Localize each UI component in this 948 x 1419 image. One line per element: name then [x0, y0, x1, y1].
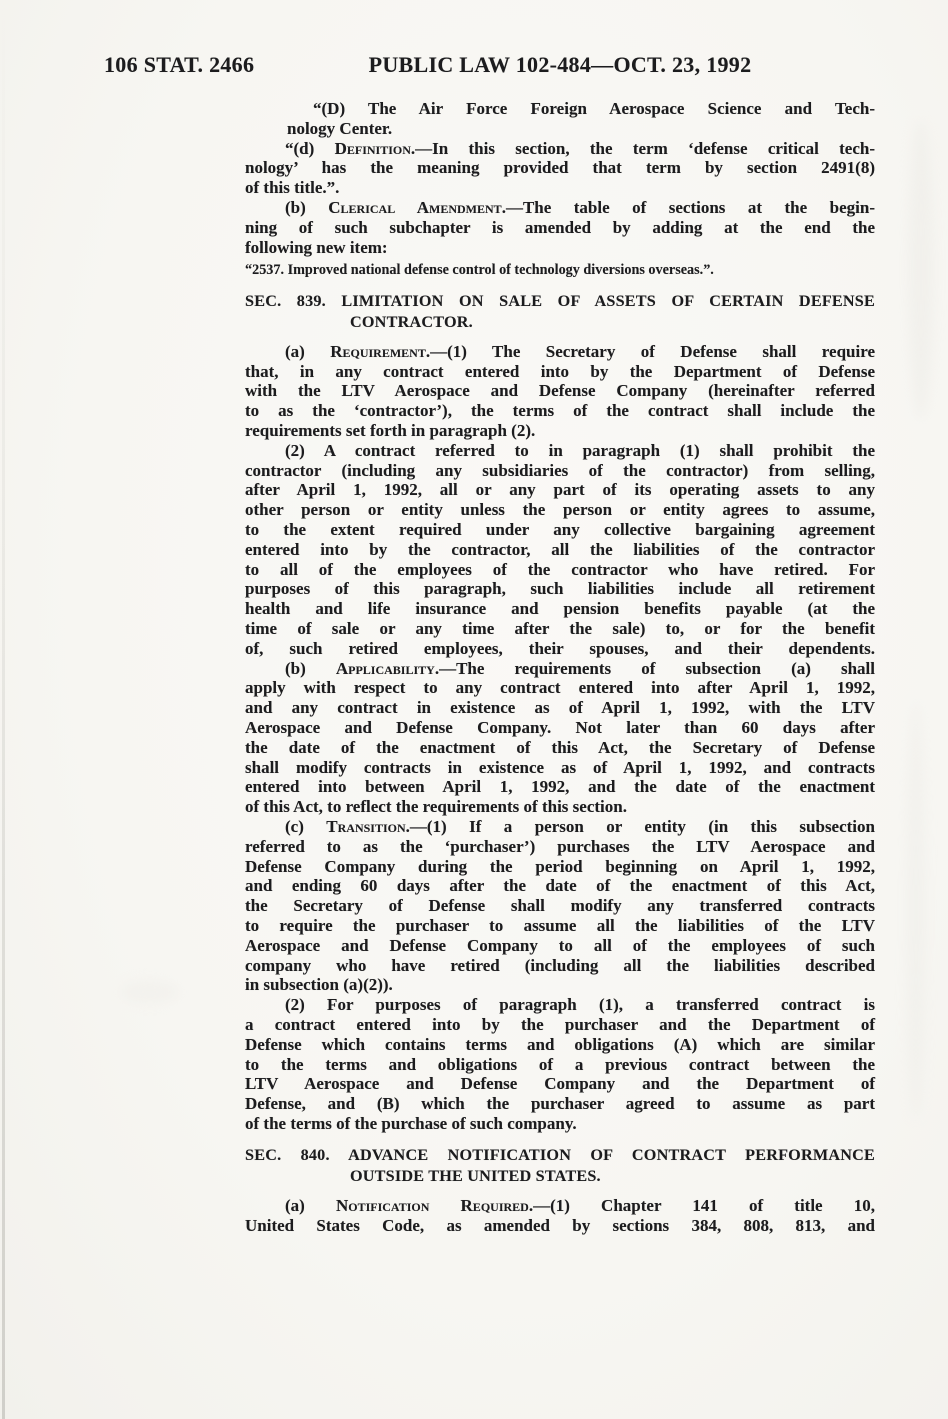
- text-segment: in subsection (a)(2)).: [245, 975, 393, 995]
- text-line: [245, 1035, 875, 1055]
- text-line: [245, 797, 875, 817]
- text-line: [245, 936, 875, 956]
- text-segment: (2) A contract referred to in paragraph (1) shall prohibit the: [285, 440, 875, 460]
- text-segment: nology Center.: [287, 118, 393, 138]
- document-body: [245, 99, 875, 1235]
- text-line: [245, 1055, 875, 1075]
- text-segment: entered into between April 1, 1992, and the date of the enactment: [245, 777, 875, 797]
- text-segment: purposes of this paragraph, such liabilities include all retirement: [245, 579, 875, 599]
- text-segment: SEC. 839. LIMITATION ON SALE OF ASSETS OF CERTAIN DEFENSE: [245, 291, 875, 310]
- text-line: [245, 1166, 875, 1187]
- paragraph: [245, 1196, 875, 1236]
- text-line: [245, 381, 875, 401]
- text-line: [245, 480, 875, 500]
- text-line: [245, 1145, 875, 1166]
- table-of-sections-item: [245, 262, 875, 280]
- text-line: [245, 916, 875, 936]
- text-segment: apply with respect to any contract entered into after April 1, 1992,: [245, 678, 875, 698]
- scan-edge-line: [2, 0, 5, 1419]
- text-line: [245, 262, 875, 280]
- text-segment: health and life insurance and pension benefits payable (at the: [245, 599, 875, 619]
- text-segment: (b): [285, 658, 336, 678]
- text-segment: CONTRACTOR.: [350, 312, 473, 331]
- text-line: [245, 401, 875, 421]
- stat-citation: 106 STAT. 2466: [104, 52, 255, 77]
- text-segment: contractor (including any subsidiaries of the contractor) from selling,: [245, 460, 875, 480]
- text-segment: Definition: [334, 138, 411, 158]
- text-line: [245, 876, 875, 896]
- text-segment: to all of the employees of the contractor who have retired. For: [245, 559, 875, 579]
- text-segment: of, such retired employees, their spouses, and their dependents.: [245, 638, 875, 658]
- text-segment: referred to as the ‘purchaser’) purchases the LTV Aerospace and: [245, 836, 875, 856]
- text-line: [245, 975, 875, 995]
- text-segment: .—(1) The Secretary of Defense shall require: [425, 341, 875, 361]
- text-line: [245, 238, 875, 258]
- paragraph: [245, 441, 875, 659]
- section-heading: [245, 291, 875, 333]
- text-segment: that, in any contract entered into by the Department of Defense: [245, 361, 875, 381]
- text-line: [245, 758, 875, 778]
- text-segment: time of sale or any time after the sale) to, or for the benefit: [245, 619, 875, 639]
- text-line: [245, 639, 875, 659]
- text-line: [245, 738, 875, 758]
- text-line: [287, 99, 875, 119]
- text-segment: to require the purchaser to assume all the liabilities of the LTV: [245, 915, 875, 935]
- text-line: [245, 441, 875, 461]
- paragraph: [245, 198, 875, 257]
- paragraph: [245, 342, 875, 441]
- text-line: [245, 540, 875, 560]
- text-segment: of this Act, to reflect the requirements of this section.: [245, 797, 627, 817]
- text-segment: Transition: [326, 817, 406, 836]
- text-line: [245, 599, 875, 619]
- text-segment: “(d): [285, 138, 335, 158]
- text-line: [245, 520, 875, 540]
- text-line: [245, 421, 875, 441]
- text-segment: a contract entered into by the purchaser and the Department of: [245, 1014, 875, 1034]
- text-line: [245, 461, 875, 481]
- text-line: [245, 995, 875, 1015]
- text-line: [245, 896, 875, 916]
- paragraph: [287, 99, 875, 139]
- text-segment: to the extent required under any collective bargaining agreement: [245, 520, 875, 540]
- text-line: [245, 158, 875, 178]
- text-line: [245, 659, 875, 679]
- paragraph: [245, 139, 875, 198]
- text-line: [245, 678, 875, 698]
- text-segment: Aerospace and Defense Company. Not later than 60 days after: [245, 718, 875, 738]
- text-segment: Defense, and (B) which the purchaser agreed to assume as part: [245, 1094, 875, 1114]
- text-segment: Defense which contains terms and obligations (A) which are similar: [245, 1034, 875, 1054]
- text-segment: (b): [285, 197, 329, 217]
- text-line: [245, 560, 875, 580]
- text-line: [245, 218, 875, 238]
- paragraph: [245, 817, 875, 995]
- text-segment: (c): [285, 817, 327, 836]
- text-line: [245, 698, 875, 718]
- text-line: [245, 1074, 875, 1094]
- text-line: [245, 1196, 875, 1216]
- text-segment: with the LTV Aerospace and Defense Company (hereinafter referred: [245, 381, 875, 401]
- paragraph: [245, 995, 875, 1134]
- text-segment: United States Code, as amended by sections 384, 808, 813, and: [245, 1215, 875, 1235]
- text-segment: the Secretary of Defense shall modify any transferred contracts: [245, 896, 875, 916]
- text-segment: .—(1) If a person or entity (in this subsection: [405, 817, 875, 836]
- text-segment: other person or entity unless the person or entity agrees to assume,: [245, 500, 875, 520]
- text-line: [245, 291, 875, 312]
- text-segment: entered into by the contractor, all the liabilities of the contractor: [245, 539, 875, 559]
- text-segment: shall modify contracts in existence as of April 1, 1992, and contracts: [245, 757, 875, 777]
- text-line: [245, 312, 875, 333]
- text-segment: following new item:: [245, 237, 388, 257]
- text-line: [245, 1216, 875, 1236]
- text-line: [245, 579, 875, 599]
- text-segment: requirements set forth in paragraph (2).: [245, 421, 536, 441]
- text-segment: after April 1, 1992, all or any part of its operating assets to any: [245, 480, 875, 500]
- text-segment: the date of the enactment of this Act, the Secretary of Defense: [245, 737, 875, 757]
- text-line: [245, 857, 875, 877]
- text-segment: .—In this section, the term ‘defense critical tech-: [410, 138, 875, 158]
- text-line: [245, 718, 875, 738]
- text-segment: .—(1) Chapter 141 of title 10,: [528, 1195, 876, 1215]
- text-segment: and any contract in existence as of April 1, 1992, with the LTV: [245, 698, 875, 718]
- text-segment: (a): [285, 341, 331, 361]
- text-segment: Defense Company during the period beginning on April 1, 1992,: [245, 856, 875, 876]
- text-segment: of this title.”.: [245, 178, 340, 198]
- text-segment: Notification Required: [335, 1195, 529, 1215]
- text-segment: to the terms and obligations of a previous contract between the: [245, 1054, 875, 1074]
- text-segment: LTV Aerospace and Defense Company and the Department of: [245, 1074, 875, 1094]
- paragraph: [245, 659, 875, 817]
- text-line: [245, 837, 875, 857]
- text-segment: (2) For purposes of paragraph (1), a transferred contract is: [285, 995, 875, 1015]
- text-segment: Requirement: [330, 341, 426, 361]
- text-segment: company who have retired (including all the liabilities described: [245, 955, 875, 975]
- text-line: [245, 777, 875, 797]
- text-line: [245, 139, 875, 159]
- text-line: [245, 1015, 875, 1035]
- text-segment: to as the ‘contractor’), the terms of the contract shall include the: [245, 401, 875, 421]
- text-segment: .—The requirements of subsection (a) shall: [434, 658, 876, 678]
- text-segment: Clerical Amendment: [328, 197, 502, 217]
- text-segment: “(D) The Air Force Foreign Aerospace Science and Tech-: [313, 99, 875, 118]
- text-segment: nology’ has the meaning provided that term by section 2491(8): [245, 158, 875, 178]
- text-segment: SEC. 840. ADVANCE NOTIFICATION OF CONTRACT PERFORMANCE: [245, 1145, 875, 1164]
- text-segment: OUTSIDE THE UNITED STATES.: [350, 1166, 601, 1185]
- text-line: [245, 198, 875, 218]
- bleed-through-smudge: [908, 120, 934, 420]
- text-line: [245, 342, 875, 362]
- text-line: [287, 119, 875, 139]
- text-segment: ning of such subchapter is amended by adding at the end the: [245, 217, 875, 237]
- text-segment: Aerospace and Defense Company to all of the employees of such: [245, 935, 875, 955]
- section-heading: [245, 1145, 875, 1187]
- text-segment: and ending 60 days after the date of the enactment of this Act,: [245, 876, 875, 896]
- text-line: [245, 619, 875, 639]
- text-segment: .—The table of sections at the begin-: [501, 197, 875, 217]
- text-segment: Applicability: [335, 658, 435, 678]
- text-line: [245, 1114, 875, 1134]
- bleed-through-smudge: [906, 700, 926, 1120]
- text-line: [245, 362, 875, 382]
- text-segment: “2537. Improved national defense control of technology diversions overseas.”.: [245, 262, 714, 279]
- bleed-through-smudge: [120, 980, 180, 1004]
- text-line: [245, 178, 875, 198]
- text-line: [245, 500, 875, 520]
- text-line: [245, 956, 875, 976]
- text-line: [245, 817, 875, 837]
- text-segment: of the terms of the purchase of such company.: [245, 1113, 577, 1133]
- text-line: [245, 1094, 875, 1114]
- text-segment: (a): [285, 1195, 336, 1215]
- law-title: PUBLIC LAW 102-484—OCT. 23, 1992: [368, 52, 752, 77]
